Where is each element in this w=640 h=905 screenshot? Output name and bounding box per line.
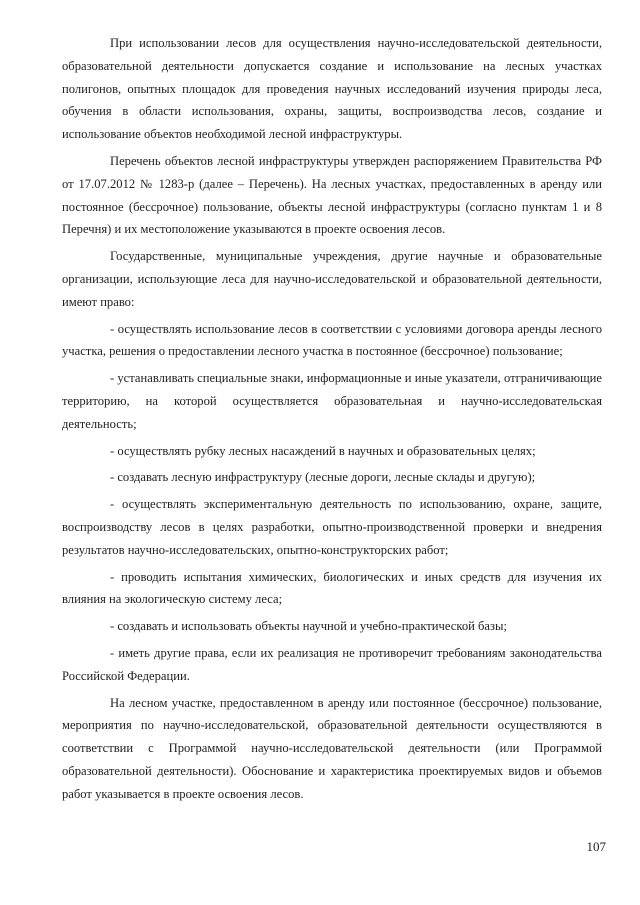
list-item: - создавать лесную инфраструктуру (лесные дороги, лесные склады и другую); (110, 470, 536, 485)
list-item: - осуществлять использование лесов в соответствии с условиями договора аренды лесного участка, решения о предоставлении лесного участка в постоянное (бессрочное) пользование; (62, 321, 602, 359)
list-item: - иметь другие права, если их реализация не противоречит требованиям законодательства Российской Федерации. (62, 645, 602, 683)
page-number: 107 (586, 839, 606, 854)
paragraph: Перечень объектов лесной инфраструктуры утвержден распоряжением Правительства РФ от 17.07.2012 № 1283-р (далее – Перечень). На лесных участках, предоставленных в аренду или постоянное (бессрочное) пользование, объекты лесной инфраструктуры (согласно пунктам 1 и 8 Перечня) и их местоположение указываются в проекте освоения лесов. (62, 153, 602, 237)
list-item: - устанавливать специальные знаки, информационные и иные указатели, отграничивающие территорию, на которой осуществляется образовательная и научно-исследовательская деятельность; (62, 371, 602, 431)
paragraph: При использовании лесов для осуществления научно-исследовательской деятельности, образовательной деятельности допускается создание и использование на лесных участках полигонов, опытных площадок для проведения научных исследований изучения природы леса, обучения в области использования, охраны, защиты, воспроизводства лесов, создание и использование объектов необходимой лесной инфраструктуры. (62, 36, 602, 142)
list-item: - создавать и использовать объекты научной и учебно-практической базы; (110, 619, 507, 634)
list-item: - осуществлять рубку лесных насаждений в научных и образовательных целях; (110, 443, 536, 458)
list-item: - осуществлять экспериментальную деятельность по использованию, охране, защите, воспроизводству лесов в целях разработки, опытно-производственной проверки и внедрения результатов научно-исследовательских, опытно-конструкторских работ; (62, 497, 602, 557)
body-text (62, 32, 602, 810)
closing-paragraph: На лесном участке, предоставленном в аренду или постоянное (бессрочное) пользование, мероприятия по научно-исследовательской, образовательной деятельности осуществляются в соответствии с Программой научно-исследовательской деятельности (или Программой образовательной деятельности). Обоснование и характеристика проектируемых видов и объемов работ указывается в проекте освоения лесов. (62, 695, 602, 801)
paragraph: Государственные, муниципальные учреждения, другие научные и образовательные организации, использующие леса для научно-исследовательской и образовательной деятельности, имеют право: (62, 249, 602, 309)
list-item: - проводить испытания химических, биологических и иных средств для изучения их влияния на экологическую систему леса; (62, 569, 602, 607)
